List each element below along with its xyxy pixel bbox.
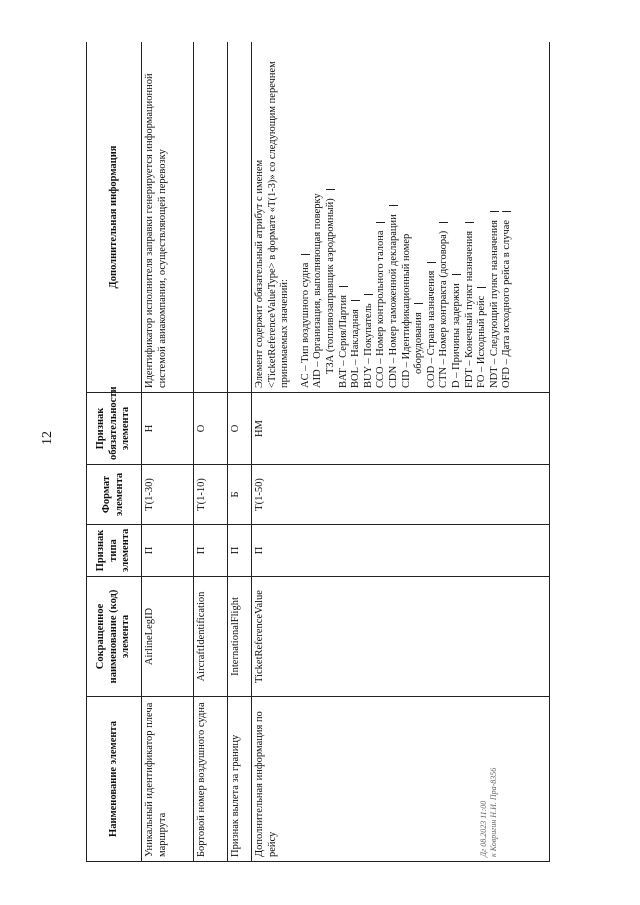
separator-tick [364,294,373,295]
header-element-code: Сокращенное наименование (код) элемента [87,577,142,697]
separator-tick [439,222,448,223]
rotated-page-area [86,42,550,862]
value-item: CCO – Номер контрольного талона [375,46,388,388]
info-intro: Элемент содержит обязательный атрибут с именем <TicketReferenceValueType> в формате «T(1-3)» со следующим перечнем принимаемых значений: [254,61,291,388]
value-item: CID – Идентификационный номер [400,233,412,388]
cell-format: T(1-50) [252,465,550,525]
cell-format: T(1-10) [194,465,228,525]
separator-tick [376,222,385,223]
cell-format: T(1-30) [142,465,194,525]
value-item: OFD – Дата исходного рейса в случае [501,46,514,388]
value-item: CTN – Номер контракта (договора) [438,46,451,388]
value-item: COD – Страна назначения [426,46,439,388]
value-item: ТЗА (топливозаправщик аэродромный) [325,46,338,388]
value-item: BAT – Серия/Партия [338,46,351,388]
cell-format: Б [228,465,252,525]
separator-tick [502,211,511,212]
cell-name-text: Дополнительная информация по рейсу [254,711,278,857]
cell-name: Признак вылета за границу [228,697,252,862]
table-row [142,42,194,862]
header-element-name: Наименование элемента [87,697,142,862]
cell-code: InternationalFlight [228,577,252,697]
separator-tick [389,205,398,206]
cell-code: AirlineLegID [142,577,194,697]
value-item: AID – Организация, выполняющая поверку [312,193,324,388]
footer-note-line1: Дг 08.2023 11:00 [479,800,489,857]
header-element-type: Признак типа элемента [87,525,142,577]
value-item: BOL – Накладная [350,46,363,388]
value-item: оборудования [413,46,426,388]
separator-tick [301,254,310,255]
separator-tick [490,211,499,212]
cell-info: Идентификатор исполнителя заправки генерируется информационной системой авиакомпании, осуществляющей перевозку [142,42,194,393]
page-number: 12 [40,431,55,445]
footer-note-line2: к Ковригин Н.И. Пра-8356 [488,767,498,857]
table-row [194,42,228,862]
cell-required: О [194,393,228,465]
cell-info [252,42,550,393]
separator-tick [326,189,335,190]
rotated-content [86,42,550,862]
cell-required: Н [142,393,194,465]
cell-code: AircraftIdentification [194,577,228,697]
value-item: AC – Тип воздушного судна [300,46,313,388]
table-header-row [87,42,142,862]
cell-name: Уникальный идентификатор плеча маршрута [142,697,194,862]
cell-type: П [194,525,228,577]
cell-info [194,42,228,393]
cell-name [252,697,550,862]
cell-type: П [252,525,550,577]
separator-tick [452,274,461,275]
values-list [300,46,514,388]
table-row [228,42,252,862]
cell-required: О [228,393,252,465]
separator-tick [414,303,423,304]
header-element-format: Формат элемента [87,465,142,525]
value-item: FDT – Конечный пункт назначения [464,46,477,388]
cell-type: П [142,525,194,577]
separator-tick [351,300,360,301]
table-row [252,42,550,862]
cell-name: Бортовой номер воздушного судна [194,697,228,862]
cell-info [228,42,252,393]
cell-required: НМ [252,393,550,465]
footer-note [479,701,498,857]
value-item: CDN – Номер таможенной декларации [388,46,401,388]
separator-tick [427,262,436,263]
value-item: BUY – Покупатель [363,46,376,388]
cell-code: TicketReferenceValue [252,577,550,697]
header-additional-info: Дополнительная информация [87,42,142,393]
header-element-required: Признак обязательности элемента [87,393,142,465]
value-item: D – Причины задержки [451,46,464,388]
value-item: FO – Исходный рейс [476,46,489,388]
elements-table [86,42,550,862]
cell-type: П [228,525,252,577]
separator-tick [465,222,474,223]
value-item: NDT – Следующий пункт назначения [489,46,502,388]
separator-tick [477,287,486,288]
separator-tick [339,286,348,287]
